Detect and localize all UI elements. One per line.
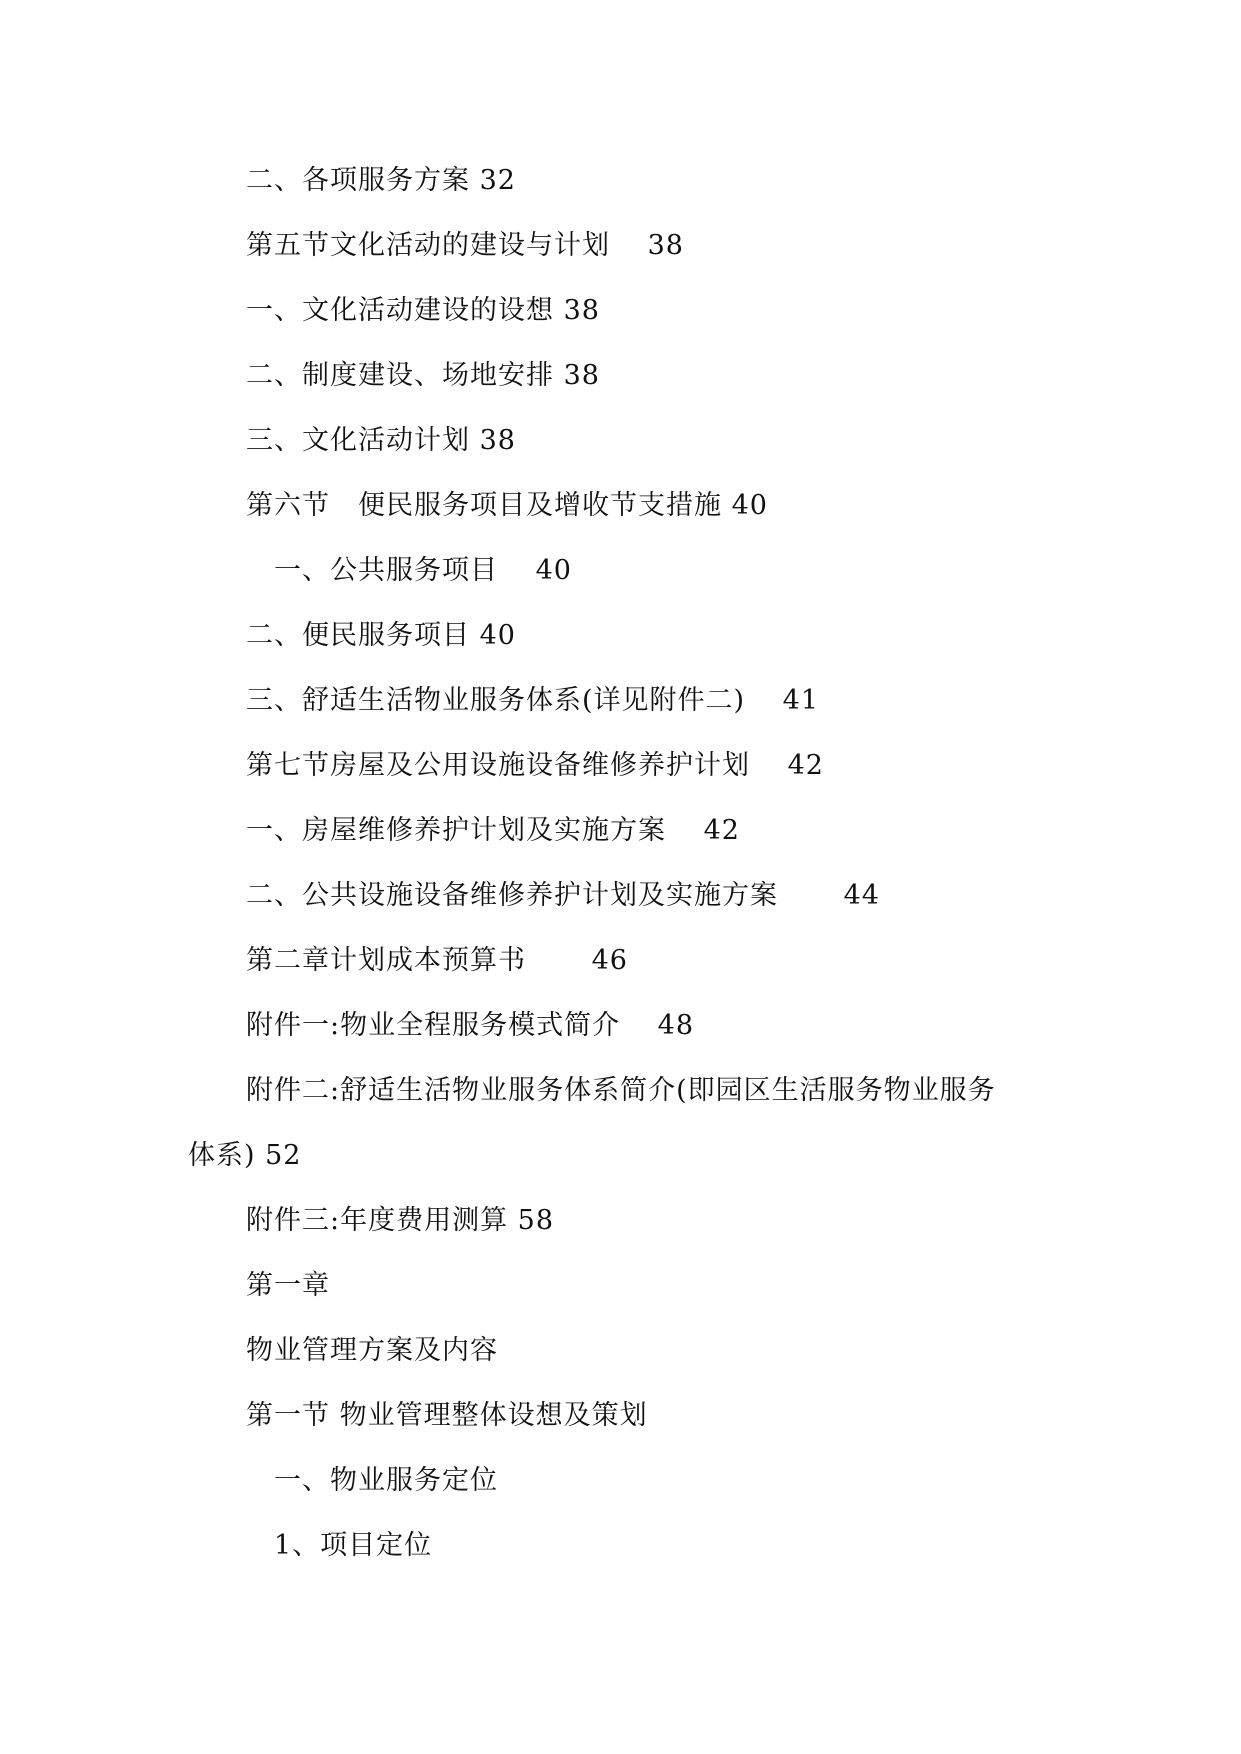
toc-line: 第六节 便民服务项目及增收节支措施 40	[246, 490, 768, 521]
toc-line: 一、房屋维修养护计划及实施方案 42	[246, 815, 740, 846]
toc-line: 二、制度建设、场地安排 38	[246, 360, 600, 391]
chapter-heading: 第一章	[246, 1270, 330, 1301]
subsection-heading: 一、物业服务定位	[246, 1465, 498, 1496]
chapter-title: 物业管理方案及内容	[246, 1335, 498, 1366]
toc-line: 三、舒适生活物业服务体系(详见附件二) 41	[246, 685, 820, 716]
item-heading: 1、项目定位	[246, 1530, 433, 1561]
section-heading: 第一节 物业管理整体设想及策划	[246, 1400, 648, 1431]
toc-line: 第二章计划成本预算书 46	[246, 945, 628, 976]
toc-line: 一、文化活动建设的设想 38	[246, 295, 600, 326]
toc-line: 二、公共设施设备维修养护计划及实施方案 44	[246, 880, 880, 911]
toc-line: 一、公共服务项目 40	[246, 555, 572, 586]
toc-line: 第五节文化活动的建设与计划 38	[246, 230, 684, 261]
toc-line: 附件一:物业全程服务模式简介 48	[246, 1010, 695, 1041]
toc-line: 三、文化活动计划 38	[246, 425, 516, 456]
toc-line: 第七节房屋及公用设施设备维修养护计划 42	[246, 750, 824, 781]
toc-line: 附件二:舒适生活物业服务体系简介(即园区生活服务物业服务	[246, 1075, 996, 1106]
toc-line: 附件三:年度费用测算 58	[246, 1205, 555, 1236]
toc-line: 二、各项服务方案 32	[246, 165, 516, 196]
toc-line: 体系) 52	[188, 1140, 302, 1171]
toc-line: 二、便民服务项目 40	[246, 620, 516, 651]
